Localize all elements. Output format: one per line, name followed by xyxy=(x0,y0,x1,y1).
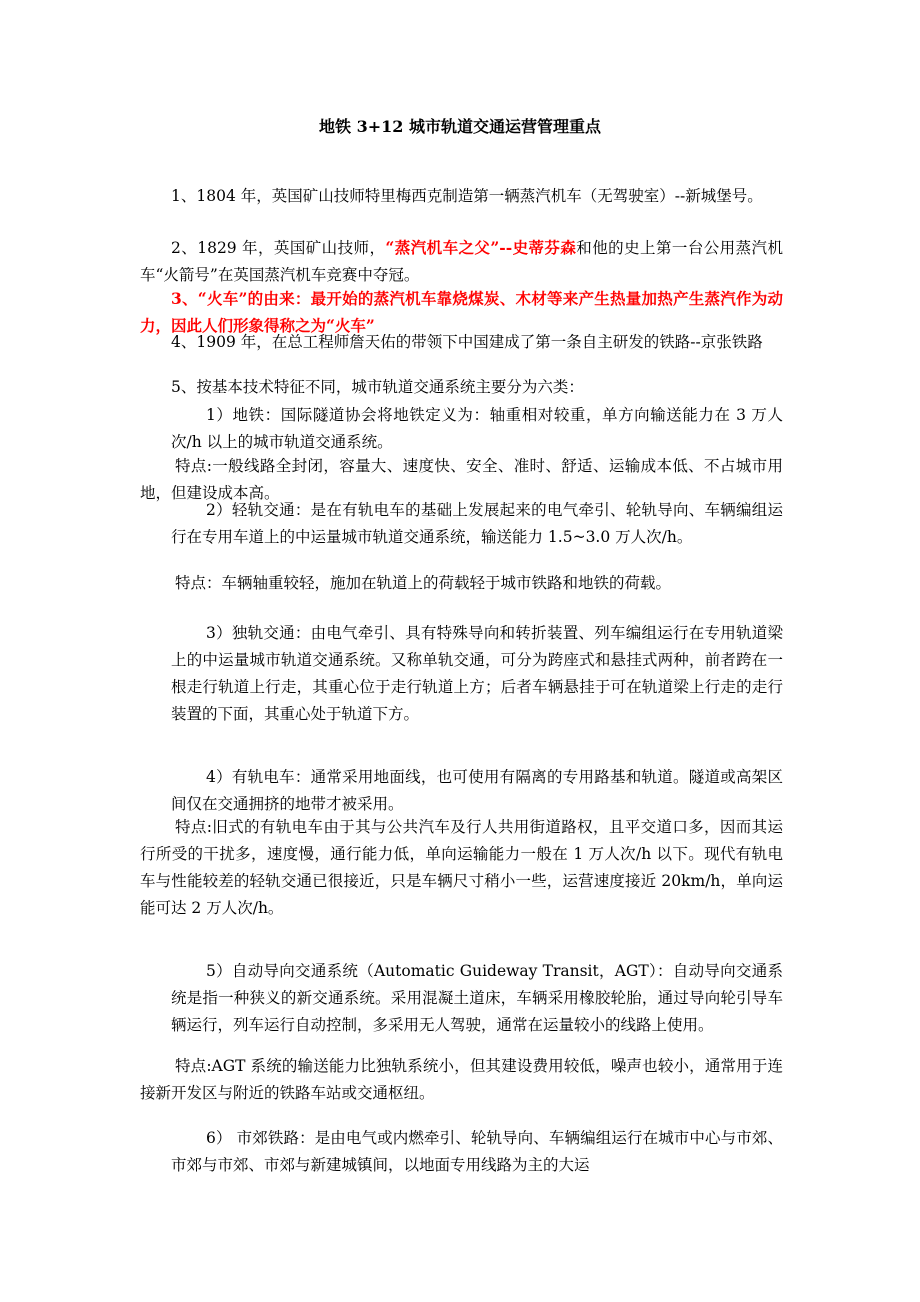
paragraph-4: 4、1909 年，在总工程师詹天佑的带领下中国建成了第一条自主研发的铁路--京张铁路 xyxy=(171,333,763,351)
paragraph-1: 1、1804 年，英国矿山技师特里梅西克制造第一辆蒸汽机车（无驾驶室）--新城堡号。 xyxy=(171,187,763,205)
paragraph-2-text-a: 2、1829 年，英国矿山技师， xyxy=(171,239,386,257)
type-6-suburban-rail: 6） 市郊铁路：是由电气或内燃牵引、轮轨导向、车辆编组运行在城市中心与市郊、市郊与市郊、市郊与新建城镇间，以地面专用线路为主的大运 xyxy=(171,1129,783,1174)
paragraph-2-highlight: “蒸汽机车之父”--史蒂芬森 xyxy=(385,238,577,257)
paragraph-2-text-b: 和他的史上第一台公用蒸汽机车“火箭号”在英国蒸汽机车竞赛中夺冠。 xyxy=(140,239,783,284)
type-2-light-rail: 2）轻轨交通：是在有轨电车的基础上发展起来的电气牵引、轮轨导向、车辆编组运行在专用车道上的中运量城市轨道交通系统，输送能力 1.5~3.0 万人次/h。 xyxy=(171,501,783,546)
type-4-features: 特点:旧式的有轨电车由于其与公共汽车及行人共用街道路权，且平交道口多，因而其运行所受的干扰多，速度慢，通行能力低，单向运输能力一般在 1 万人次/h 以下。现代有轨电车与性能较差的轻轨交通已很接近，只是车辆尺寸稍小一些，运营速度接近 20km/h，单向运能可达 2 万人次/h。 xyxy=(140,818,783,917)
document-title: 地铁 3+12 城市轨道交通运营管理重点 xyxy=(319,117,601,136)
type-3-monorail: 3）独轨交通：由电气牵引、具有特殊导向和转折装置、列车编组运行在专用轨道梁上的中运量城市轨道交通系统。又称单轨交通，可分为跨座式和悬挂式两种，前者跨在一根走行轨道上行走，其重心位于走行轨道上方；后者车辆悬挂于可在轨道梁上行走的走行装置的下面，其重心处于轨道下方。 xyxy=(171,624,783,723)
type-2-features: 特点：车辆轴重较轻，施加在轨道上的荷载轻于城市铁路和地铁的荷载。 xyxy=(175,574,672,592)
paragraph-2 xyxy=(140,234,783,289)
type-5-agt: 5）自动导向交通系统（Automatic Guideway Transit，AGT）：自动导向交通系统是指一种狭义的新交通系统。采用混凝土道床，车辆采用橡胶轮胎，通过导向轮引导车辆运行，列车运行自动控制，多采用无人驾驶，通常在运量较小的线路上使用。 xyxy=(171,962,783,1034)
type-4-tram: 4）有轨电车：通常采用地面线，也可使用有隔离的专用路基和轨道。隧道或高架区间仅在交通拥挤的地带才被采用。 xyxy=(171,768,783,813)
type-1-features: 特点:一般线路全封闭，容量大、速度快、安全、准时、舒适、运输成本低、不占城市用地，但建设成本高。 xyxy=(140,457,783,502)
type-1-metro: 1）地铁：国际隧道协会将地铁定义为：轴重相对较重，单方向输送能力在 3 万人次/h 以上的城市轨道交通系统。 xyxy=(171,406,783,451)
paragraph-5: 5、按基本技术特征不同，城市轨道交通系统主要分为六类： xyxy=(171,378,584,396)
paragraph-3-highlight: 3、“火车”的由来：最开始的蒸汽机车靠烧煤炭、木材等来产生热量加热产生蒸汽作为动力，因此人们形象得称之为“火车” xyxy=(140,289,783,335)
type-5-features: 特点:AGT 系统的输送能力比独轨系统小，但其建设费用较低，噪声也较小，通常用于连接新开发区与附近的铁路车站或交通枢纽。 xyxy=(140,1057,783,1102)
